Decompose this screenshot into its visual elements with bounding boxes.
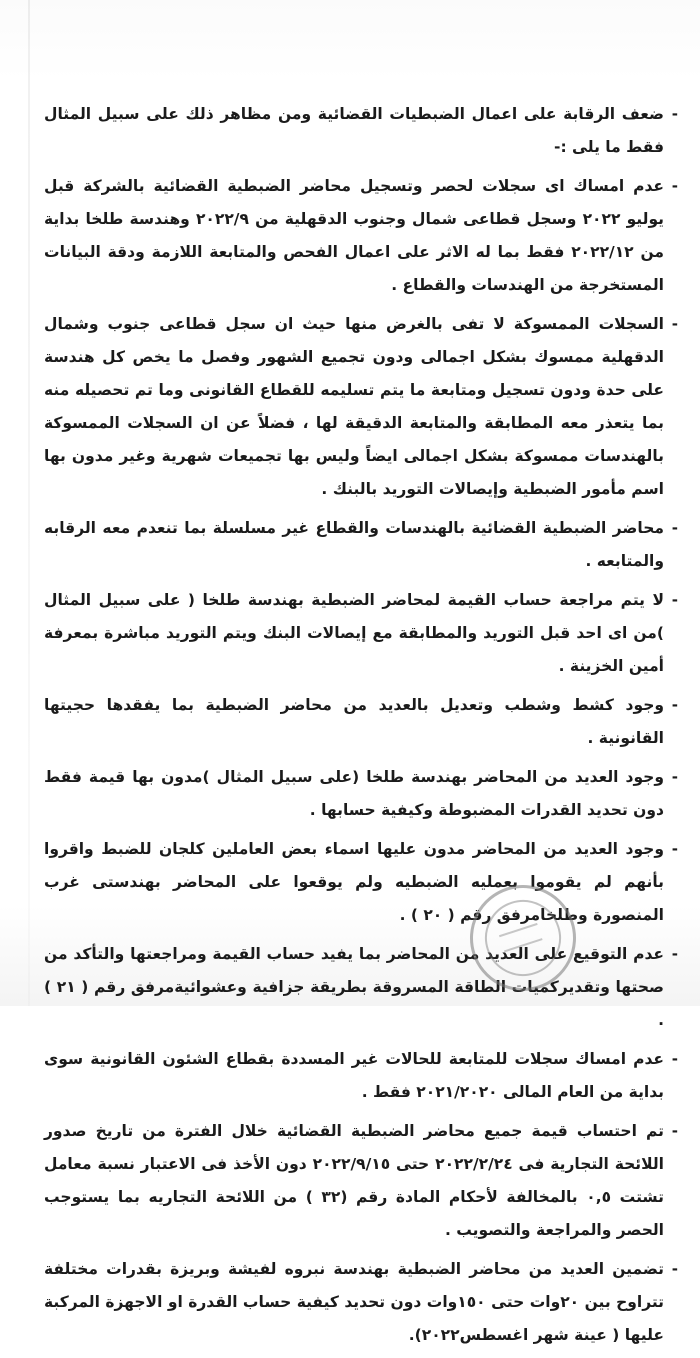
document-body xyxy=(44,98,678,1358)
bullet: - xyxy=(671,1260,678,1278)
page-crease xyxy=(28,0,30,1006)
bullet: - xyxy=(671,945,678,963)
bullet: - xyxy=(671,177,678,195)
list-item-text: عدم التوقيع على العديد من المحاضر بما يفيد حساب القيمة ومراجعتها والتأكد من صحتها وتقديركميات الطاقة المسروقة بطريقة جزافية وعشوائيةمرفق رقم ( ٢١ ) . xyxy=(44,945,665,1029)
bullet: - xyxy=(671,768,678,786)
list-item-text: تم احتساب قيمة جميع محاضر الضبطية القضائية خلال الفترة من تاريخ صدور اللائحة التجارية فى ٢٠٢٢/٢/٢٤ حتى ٢٠٢٢/٩/١٥ دون الأخذ فى الاعتبار نسبة معامل تشتت ٠,٥ بالمخالفة لأحكام المادة رقم (٣٢ ) من اللائحة التجاريه بما يستوجب الحصر والمراجعة والتصويب . xyxy=(44,1122,664,1239)
bullet: - xyxy=(671,591,678,609)
list-item xyxy=(44,170,678,302)
bullet: - xyxy=(671,315,678,333)
list-item xyxy=(44,761,678,827)
bullet: - xyxy=(671,840,678,858)
bullet: - xyxy=(671,696,678,714)
list-item xyxy=(44,584,678,683)
list-item-text: عدم امساك سجلات للمتابعة للحالات غير المسددة بقطاع الشئون القانونية سوى بداية من العام المالى ٢٠٢١/٢٠٢٠ فقط . xyxy=(44,1050,664,1101)
list-item xyxy=(44,98,678,164)
bullet: - xyxy=(671,105,678,123)
list-item xyxy=(44,308,678,506)
list-item xyxy=(44,1043,678,1109)
list-item-text: وجود كشط وشطب وتعديل بالعديد من محاضر الضبطية بما يفقدها حجيتها القانونية . xyxy=(44,696,664,747)
list-item-text: عدم امساك اى سجلات لحصر وتسجيل محاضر الضبطية القضائية بالشركة قبل يوليو ٢٠٢٢ وسجل قطاعى شمال وجنوب الدقهلية من ٢٠٢٢/٩ وهندسة طلخا بداية من ٢٠٢٢/١٢ فقط بما له الاثر على اعمال الفحص والمتابعة اللازمة ودقة البيانات المستخرجة من الهندسات والقطاع . xyxy=(44,177,664,294)
list-item-text: تضمين العديد من محاضر الضبطية بهندسة نبروه لفيشة وبريزة بقدرات مختلفة تتراوح بين ٢٠وات حتى ١٥٠وات دون تحديد كيفية حساب القدرة او الاجهزة المركبة عليها ( عينة شهر اغسطس٢٠٢٢). xyxy=(44,1260,664,1344)
bullet: - xyxy=(671,1122,678,1140)
list-item-text: محاضر الضبطية القضائية بالهندسات والقطاع غير مسلسلة بما تنعدم معه الرقابه والمتابعه . xyxy=(44,519,664,570)
list-item xyxy=(44,689,678,755)
list-item xyxy=(44,833,678,932)
list-item-text: لا يتم مراجعة حساب القيمة لمحاضر الضبطية بهندسة طلخا ( على سبيل المثال )من اى احد قبل التوريد والمطابقة مع إيصالات البنك ويتم التوريد مباشرة بمعرفة أمين الخزينة . xyxy=(44,591,664,675)
list-item-text: وجود العديد من المحاضر مدون عليها اسماء بعض العاملين كلجان للضبط واقروا بأنهم لم يقوموا بعمليه الضبطيه ولم يوقعوا على المحاضر بهندستى غرب المنصورة وطلخامرفق رقم ( ٢٠ ) . xyxy=(44,840,664,924)
bullet: - xyxy=(671,519,678,537)
list-item xyxy=(44,512,678,578)
list-item xyxy=(44,1115,678,1247)
list-item xyxy=(44,938,678,1037)
list-item-text: السجلات الممسوكة لا تفى بالغرض منها حيث ان سجل قطاعى جنوب وشمال الدقهلية ممسوك بشكل اجمالى ودون تجميع الشهور وفصل ما يخص كل هندسة على حدة ودون تسجيل ومتابعة ما يتم تسليمه للقطاع القانونى وما تم تحصيله منه بما يتعذر معه المطابقة والمتابعة الدقيقة لها ، فضلاً عن ان السجلات الممسوكة بالهندسات ممسوكة بشكل اجمالى ايضاً وليس بها تجميعات شهرية وغير مدون بها اسم مأمور الضبطية وإيصالات التوريد بالبنك . xyxy=(44,315,664,498)
bullet: - xyxy=(671,1050,678,1068)
list-item-text: ضعف الرقابة على اعمال الضبطيات القضائية ومن مظاهر ذلك على سبيل المثال فقط ما يلى :- xyxy=(44,105,664,156)
stamp-mark xyxy=(499,923,543,952)
list-item-text: وجود العديد من المحاضر بهندسة طلخا (على سبيل المثال )مدون بها قيمة فقط دون تحديد القدرات المضبوطة وكيفية حسابها . xyxy=(44,768,664,819)
list-item xyxy=(44,1253,678,1352)
